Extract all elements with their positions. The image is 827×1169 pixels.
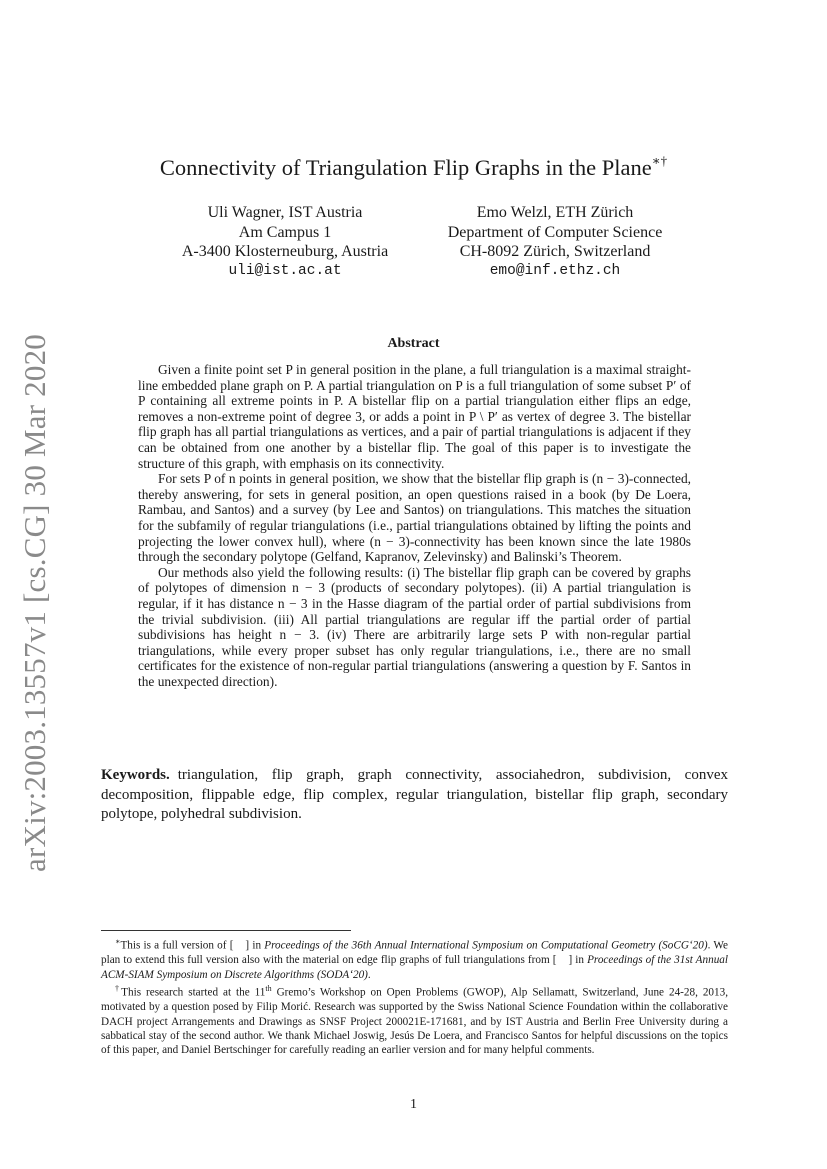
author-email: uli@ist.ac.at — [228, 262, 342, 279]
arxiv-identifier: arXiv:2003.13557v1 [cs.CG] 30 Mar 2020 — [17, 333, 52, 872]
footnote-1 — [101, 935, 728, 982]
author-email: emo@inf.ethz.ch — [489, 262, 621, 279]
footnote-text: ] in — [568, 954, 588, 967]
author-address-line: CH-8092 Zürich, Switzerland — [459, 243, 651, 260]
paper-title — [0, 153, 827, 181]
footnote-text: This research started at the 11 — [121, 986, 266, 999]
footnote-mark: † — [115, 983, 122, 993]
arxiv-sidebar — [13, 333, 57, 872]
footnote-text: . — [367, 968, 371, 981]
author-address-line: A-3400 Klosterneuburg, Austria — [181, 243, 389, 260]
author-name-affiliation: Uli Wagner, IST Austria — [207, 204, 363, 221]
abstract-body — [138, 362, 691, 689]
author-block-1 — [150, 203, 420, 281]
footnote-mark: ∗ — [115, 937, 121, 946]
title-footnote-marks: ∗† — [651, 153, 668, 168]
footnote-2 — [101, 982, 728, 1058]
page-number: 1 — [410, 1097, 417, 1112]
author-address-line: Am Campus 1 — [238, 223, 332, 241]
footnote-venue: Proceedings of the 31st Annual ACM-SIAM Symposium on Discrete Algorithms (SODA‘20) — [101, 954, 728, 981]
footnote-text: This is a full version of [ — [120, 939, 234, 952]
ordinal-suffix: th — [265, 983, 272, 993]
footnote-text: . We plan to extend this full version also with the material on edge flip graphs of full triangulations from [ — [101, 939, 728, 967]
abstract-paragraph: Given a finite point set P in general position in the plane, a full triangulation is a maximal straight-line embedded plane graph on P. A partial triangulation on P is a full triangulation of some subset P′ of P containing all extreme points in P. A bistellar flip on a partial triangulation either flips an edge, removes a non-extreme point of degree 3, or adds a point in P \ P′ as vertex of degree 3. The bistellar flip graph has all partial triangulations as vertices, and a pair of partial triangulations is adjacent if they can be obtained from one another by a bistellar flip. The goal of this paper is to investigate the structure of this graph, with emphasis on its connectivity. — [138, 362, 691, 471]
footnote-venue: Proceedings of the 36th Annual International Symposium on Computational Geometry (SoCG‘20) — [264, 939, 708, 952]
keywords-text: triangulation, flip graph, graph connectivity, associahedron, subdivision, convex decomposition, flippable edge, flip complex, regular triangulation, bistellar flip graph, secondary polytope, polyhedral subdivision. — [101, 767, 728, 823]
footnote-text: ] in — [245, 939, 265, 952]
abstract-heading: Abstract — [387, 336, 440, 351]
keywords-section — [101, 766, 728, 825]
title-text: Connectivity of Triangulation Flip Graphs in the Plane — [159, 155, 652, 180]
footnote-text: Gremo’s Workshop on Open Problems (GWOP), Alp Sellamatt, Switzerland, June 24-28, 2013, motivated by a question posed by Filip Morić. Research was supported by the Swiss National Science Foundation within the collaborative DACH project Arrangements and Drawings as SNSF Project 200021E-171681, and by IST Austria and Berlin Free University during a sabbatical stay of the second author. We thank Michael Joswig, Jesús De Loera, and Francisco Santos for helpful discussions on the topics of this paper, and Daniel Bertschinger for carefully reading an earlier version and for many helpful comments. — [101, 986, 728, 1057]
author-block-2 — [420, 203, 690, 281]
footnote-rule — [101, 930, 351, 931]
author-address-line: Department of Computer Science — [447, 223, 663, 241]
abstract-paragraph: Our methods also yield the following results: (i) The bistellar flip graph can be covered by graphs of polytopes of dimension n − 3 (products of secondary polytopes). (ii) A partial triangulation is regular, if it has distance n − 3 in the Hasse diagram of the partial order of partial subdivisions from the trivial subdivision. (iii) All partial triangulations are regular iff the partial order of partial subdivisions has height n − 3. (iv) There are arbitrarily large sets P with non-regular partial triangulations, while every proper subset has only regular triangulations, i.e., there are no small certificates for the existence of non-regular partial triangulations (answering a question by F. Santos in the unexpected direction). — [138, 564, 691, 689]
footnotes — [101, 935, 728, 1058]
keywords-label: Keywords. — [101, 767, 170, 783]
abstract-paragraph: For sets P of n points in general position, we show that the bistellar flip graph is (n − 3)-connected, thereby answering, for sets in general position, an open questions raised in a book (by De Loera, Rambau, and Santos) and a survey (by Lee and Santos) on triangulations. This matches the situation for the subfamily of regular triangulations (i.e., partial triangulations obtained by lifting the points and projecting the lower convex hull), where (n − 3)-connectivity has been known since the late 1980s through the secondary polytope (Gelfand, Kapranov, Zelevinsky) and Balinski’s Theorem. — [138, 471, 691, 565]
author-name-affiliation: Emo Welzl, ETH Zürich — [476, 204, 634, 221]
